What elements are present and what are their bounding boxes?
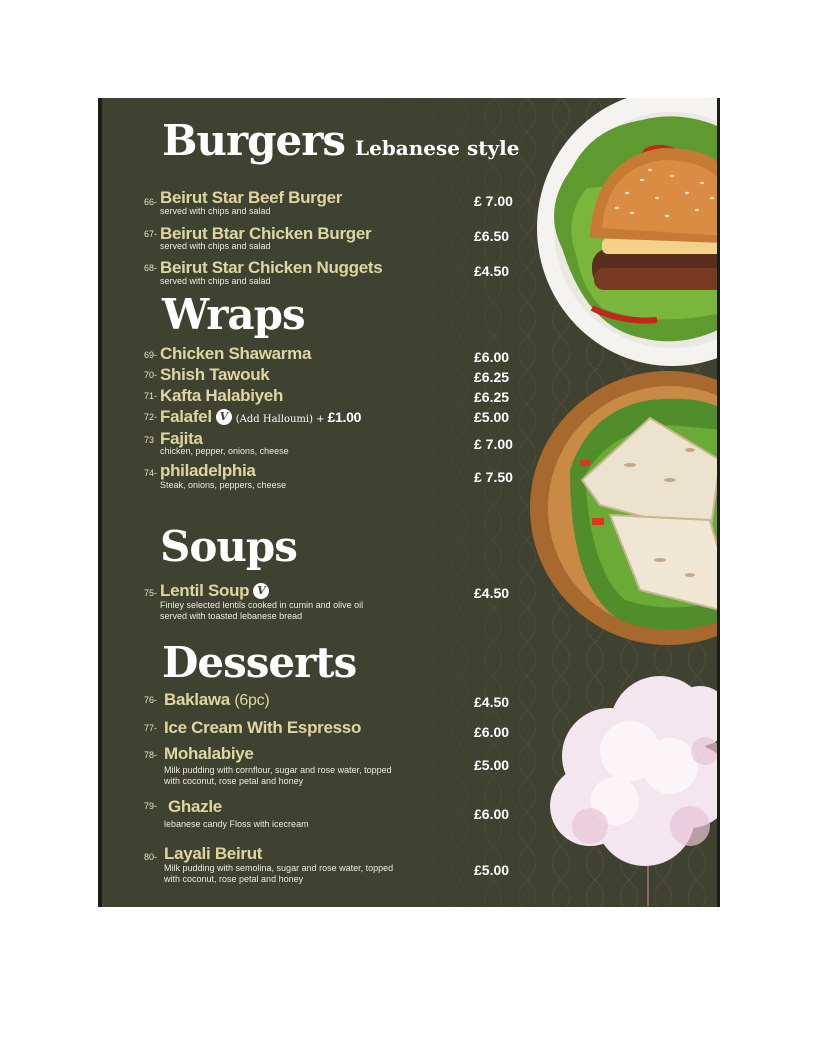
item-price: £4.50 <box>474 585 510 601</box>
item-price: £6.25 <box>474 369 510 385</box>
item-number: 77- <box>144 723 158 733</box>
item-number: 74- <box>144 468 158 478</box>
candy-floss-photo <box>530 656 720 906</box>
item-name: Falafel <box>160 407 212 426</box>
item-name: Chicken Shawarma <box>160 344 312 363</box>
section-title-wraps: Wraps <box>162 290 305 339</box>
section-title-soups: Soups <box>160 522 297 571</box>
item-name: Lentil Soup <box>160 581 250 600</box>
vegetarian-icon: V <box>253 583 269 599</box>
item-description: Milk pudding with semolina, sugar and rose water, topped <box>164 863 394 873</box>
item-price: £ 7.00 <box>474 436 513 452</box>
item-description: Steak, onions, peppers, cheese <box>160 480 287 490</box>
vegetarian-icon: V <box>216 409 232 425</box>
item-price: £5.00 <box>474 757 510 773</box>
item-note: (Add Halloumi) + <box>235 414 325 425</box>
item-price: £4.50 <box>474 263 510 279</box>
item-price: £6.00 <box>474 724 510 740</box>
item-description: lebanese candy Floss with icecream <box>164 819 309 829</box>
item-description: served with chips and salad <box>160 276 271 286</box>
burgers-subtitle: Lebanese style <box>355 136 520 160</box>
item-number: 78- <box>144 750 158 760</box>
item-price: £ 7.50 <box>474 469 513 485</box>
item-name-row <box>160 581 269 601</box>
section-title-desserts: Desserts <box>162 638 357 687</box>
item-name: Ghazle <box>168 797 222 816</box>
item-name: Mohalabiye <box>164 744 254 763</box>
item-description: with coconut, rose petal and honey <box>164 776 304 786</box>
item-number: 69- <box>144 350 158 360</box>
item-price: £6.50 <box>474 228 510 244</box>
item-name: philadelphia <box>160 461 256 480</box>
item-name: Beirut Btar Chicken Burger <box>160 224 372 243</box>
burgers-title: Burgers <box>162 116 346 165</box>
item-number: 80- <box>144 852 158 862</box>
item-number: 67- <box>144 229 158 239</box>
item-price: £6.00 <box>474 349 510 365</box>
section-title-burgers <box>162 116 519 165</box>
item-name: Ice Cream With Espresso <box>164 718 362 737</box>
item-number: 71- <box>144 391 158 401</box>
item-name-row <box>164 690 269 710</box>
wrap-platter-photo <box>530 370 720 646</box>
item-name: Fajita <box>160 429 203 448</box>
item-name: Beirut Star Chicken Nuggets <box>160 258 383 277</box>
item-description: served with chips and salad <box>160 241 271 251</box>
item-number: 70- <box>144 370 158 380</box>
item-price: £6.25 <box>474 389 510 405</box>
item-price: £5.00 <box>474 862 510 878</box>
menu-page <box>98 98 720 907</box>
item-description: with coconut, rose petal and honey <box>164 874 304 884</box>
item-name: Beirut Star Beef Burger <box>160 188 343 207</box>
item-number: 73 <box>144 435 155 445</box>
item-price: £4.50 <box>474 694 510 710</box>
item-number: 76- <box>144 695 158 705</box>
item-price: £ 7.00 <box>474 193 513 209</box>
item-number: 72- <box>144 412 158 422</box>
item-description: chicken, pepper, onions, cheese <box>160 446 289 456</box>
item-name: Kafta Halabiyeh <box>160 386 284 405</box>
item-description: Finley selected lentils cooked in cumin and olive oil <box>160 600 364 610</box>
item-name: Shish Tawouk <box>160 365 270 384</box>
item-description: served with toasted lebanese bread <box>160 611 303 621</box>
item-number: 75- <box>144 588 158 598</box>
item-number: 66- <box>144 197 158 207</box>
item-number: 79- <box>144 801 158 811</box>
item-price: £5.00 <box>474 409 510 425</box>
item-price: £6.00 <box>474 806 510 822</box>
item-name-row <box>160 407 361 427</box>
item-name: Layali Beirut <box>164 844 263 863</box>
item-name: Baklawa <box>164 690 230 709</box>
burger-photo <box>532 98 720 368</box>
item-description: Milk pudding with cornflour, sugar and rose water, topped <box>164 765 392 775</box>
item-portion: (6pc) <box>234 692 270 709</box>
item-description: served with chips and salad <box>160 206 271 216</box>
addon-price: £1.00 <box>327 409 362 425</box>
item-number: 68- <box>144 263 158 273</box>
